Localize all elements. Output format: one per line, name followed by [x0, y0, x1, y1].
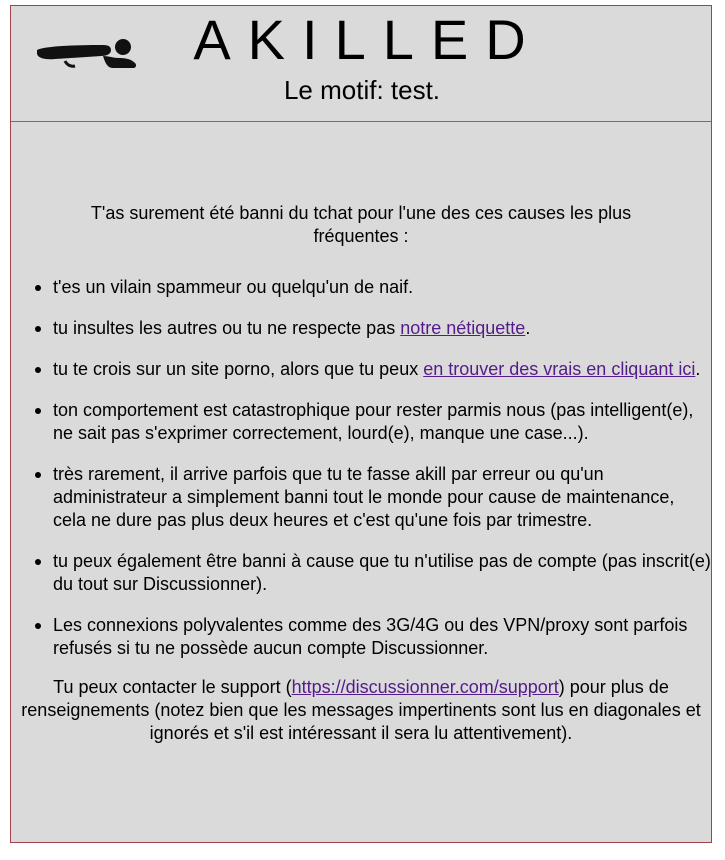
ban-reason: Le motif: test.	[283, 75, 441, 105]
intro-text: T'as surement été banni du tchat pour l'une des ces causes les plus fréquentes :	[90, 203, 632, 246]
cause-text: ton comportement est catastrophique pour rester parmis nous (pas intelligent(e), ne sait pas s'exprimer correctement, lourd(e), manque une case...).	[53, 400, 694, 443]
cause-text: très rarement, il arrive parfois que tu te fasse akill par erreur ou qu'un administrateur a simplement banni tout le monde pour cause de maintenance, cela ne dure pas plus deux heures et c'est qu'une fois par trimestre.	[53, 464, 675, 530]
support-text: ) pour plus de renseignements (notez bien que les messages impertinents sont lus en diagonales et ignorés et s'il est intéressant il sera lu attentivement).	[21, 677, 701, 743]
cause-text: tu insultes les autres ou tu ne respecte pas	[53, 318, 401, 338]
list-item	[53, 399, 711, 445]
cause-text: .	[525, 318, 531, 338]
list-item	[53, 550, 711, 596]
support-text: Tu peux contacter le support (	[53, 677, 292, 697]
support-note	[11, 676, 711, 745]
cause-text: t'es un vilain spammeur ou quelqu'un de naif.	[53, 277, 414, 297]
list-item	[53, 614, 711, 660]
netiquette-link[interactable]: notre nétiquette	[400, 318, 526, 338]
cause-text: tu te crois sur un site porno, alors que tu peux	[53, 359, 424, 379]
list-item	[53, 276, 711, 299]
content	[11, 202, 711, 745]
page-title: AKILLED	[193, 8, 543, 71]
cause-text: Les connexions polyvalentes comme des 3G/4G ou des VPN/proxy sont parfois refusés si tu ne possède aucun compte Discussionner.	[53, 615, 688, 658]
cause-text: tu peux également être banni à cause que tu n'utilise pas de compte (pas inscrit(e) du tout sur Discussionner).	[53, 551, 711, 594]
support-link[interactable]: https://discussionner.com/support	[291, 677, 559, 697]
cause-text: .	[695, 359, 701, 379]
list-item	[53, 358, 711, 381]
list-item	[53, 317, 711, 340]
causes-list	[11, 276, 711, 660]
akill-panel	[10, 5, 712, 843]
real-site-link[interactable]: en trouver des vrais en cliquant ici	[423, 359, 696, 379]
list-item	[53, 463, 711, 532]
header	[11, 6, 711, 122]
